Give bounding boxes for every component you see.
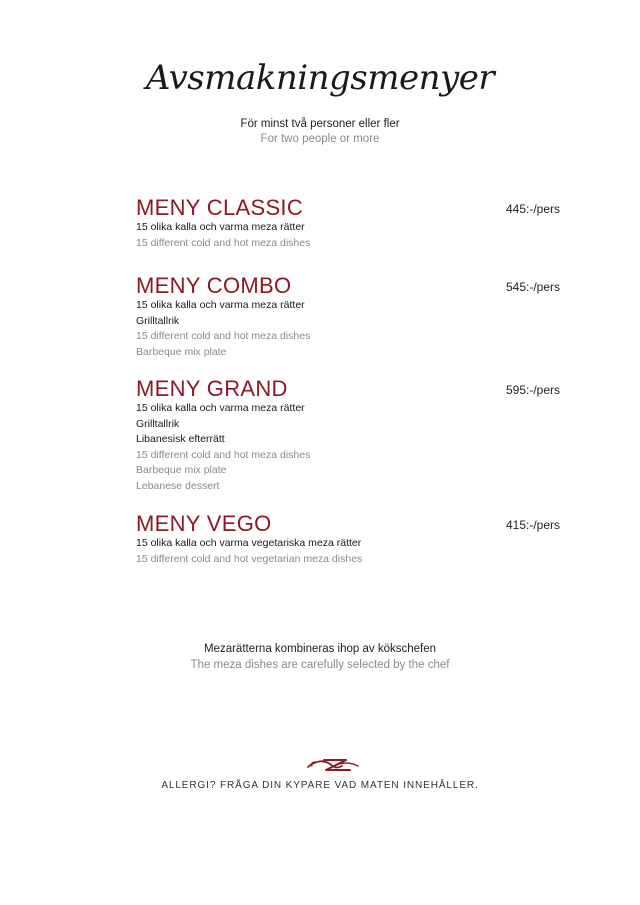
menu-name: MENY CLASSIC — [136, 195, 304, 220]
subtitle-swedish: För minst två personer eller fler — [240, 118, 400, 130]
page-title: Avsmakningsmenyer — [145, 58, 495, 98]
menu-price: 415:-/pers — [505, 518, 560, 532]
menu-price: 545:-/pers — [505, 280, 560, 294]
subtitle-english: For two people or more — [260, 133, 380, 145]
menu-price: 445:-/pers — [505, 202, 560, 216]
menu-line-swedish: Libanesisk efterrätt — [136, 433, 225, 445]
menu-grand — [136, 377, 560, 494]
allergy-notice: ALLERGI? FRÅGA DIN KYPARE VAD MATEN INNEHÅLLER. — [161, 780, 479, 791]
menu-line-swedish: 15 olika kalla och varma vegetariska meza rätter — [136, 537, 362, 549]
menu-line-english: Lebanese dessert — [136, 479, 220, 492]
menu-price: 595:-/pers — [505, 383, 560, 397]
menu-classic — [136, 196, 560, 251]
menu-line-swedish: Grilltallrik — [136, 417, 180, 430]
menu-line-english: 15 different cold and hot vegetarian meza dishes — [136, 552, 363, 565]
menu-name: MENY GRAND — [136, 376, 288, 401]
menu-line-swedish: 15 olika kalla och varma meza rätter — [136, 402, 305, 414]
chef-note-english: The meza dishes are carefully selected by the chef — [190, 659, 450, 671]
calligraphic-flourish-icon — [306, 754, 360, 776]
chef-note-swedish: Mezarätterna kombineras ihop av kökschefen — [203, 643, 437, 655]
menu-line-english: 15 different cold and hot meza dishes — [136, 330, 311, 342]
menu-vego — [136, 512, 560, 567]
menu-line-swedish: 15 olika kalla och varma meza rätter — [136, 299, 305, 311]
menu-line-english: Barbeque mix plate — [136, 345, 227, 358]
menu-combo — [136, 274, 560, 360]
menu-line-english: 15 different cold and hot meza dishes — [136, 236, 311, 249]
menu-name: MENY VEGO — [136, 511, 272, 536]
menu-line-swedish: Grilltallrik — [136, 314, 180, 327]
menu-name: MENY COMBO — [136, 273, 292, 298]
menu-line-english: 15 different cold and hot meza dishes — [136, 448, 311, 461]
menu-line-swedish: 15 olika kalla och varma meza rätter — [136, 221, 305, 233]
menu-line-english: Barbeque mix plate — [136, 464, 227, 476]
